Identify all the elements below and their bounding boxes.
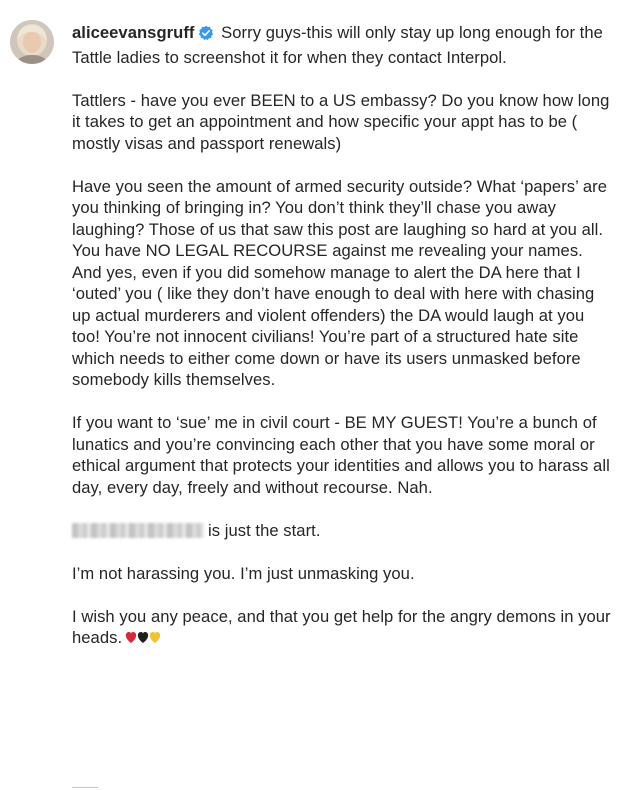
- caption-text: [72, 22, 612, 672]
- cut-off-footer: ——: [72, 780, 98, 788]
- caption-paragraph-2: Have you seen the amount of armed security outside? What ‘papers’ are you thinking of bringing in? You don’t think they’ll chase you away laughing? Those of us that saw this post are laughing so hard at you all. You have NO LEGAL RECOURSE against me revealing your names. And yes, even if you did somehow manage to alert the DA here that I ‘outed’ you ( like they don’t have enough to deal with here with chasing up actual murderers and violent offenders) the DA would laugh at you too! You’re not innocent civilians! You’re part of a structured hate site which needs to either come down or have its users unmasked before somebody kills themselves.: [72, 176, 608, 389]
- heart-emojis: [125, 629, 163, 651]
- caption-intro-text: Sorry guys-this will only stay up long enough for the Tattle ladies to screenshot it for when they contact Interpol.: [72, 23, 603, 67]
- blurred-name-redaction: [72, 523, 204, 538]
- caption-not-harassing: I’m not harassing you. I’m just unmasking you.: [72, 563, 415, 583]
- caption-paragraph-3: If you want to ‘sue’ me in civil court - BE MY GUEST! You’re a bunch of lunatics and you’re convincing each other that you have some moral or ethical argument that protects your identities and allows you to harass all day, every day, freely and without recourse. Nah.: [72, 413, 610, 497]
- caption-intro: [72, 22, 612, 68]
- username-link[interactable]: aliceevansgruff: [72, 23, 195, 42]
- caption-blurred-line: [72, 520, 612, 542]
- caption-closing-text: I wish you any peace, and that you get help for the angry demons in your heads.: [72, 606, 611, 647]
- avatar[interactable]: [10, 20, 54, 64]
- blurred-line-suffix: is just the start.: [208, 520, 321, 540]
- caption-paragraph-1: Tattlers - have you ever BEEN to a US embassy? Do you know how long it takes to get an appointment and how specific your appt has to be ( mostly visas and passport renewals): [72, 90, 610, 153]
- profile-photo-icon: [10, 20, 54, 64]
- verified-badge-icon: [198, 25, 214, 47]
- caption-closing: [72, 606, 612, 651]
